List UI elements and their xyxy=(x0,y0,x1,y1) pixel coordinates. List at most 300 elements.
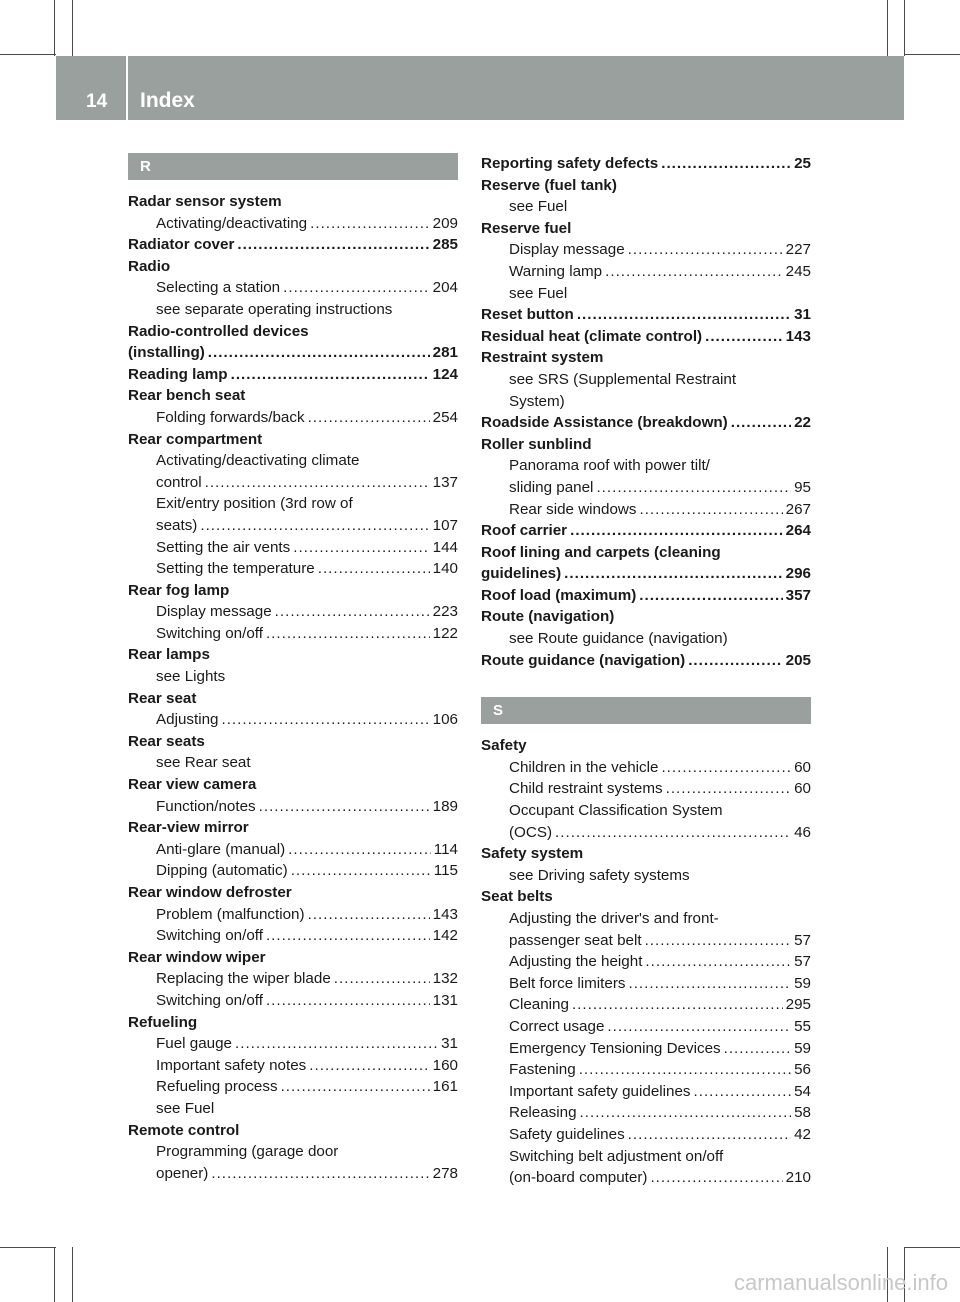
index-entry xyxy=(128,731,458,753)
index-subentry xyxy=(128,860,458,882)
page-reference: 55 xyxy=(794,1017,811,1035)
index-entry xyxy=(128,580,458,602)
index-subentry xyxy=(128,558,458,580)
leader-dots xyxy=(309,1055,429,1077)
leader-dots xyxy=(661,153,791,175)
leader-dots xyxy=(200,515,429,537)
entry-text: sliding panel xyxy=(509,478,594,496)
entry-text: Rear-view mirror xyxy=(128,819,249,837)
index-entry xyxy=(128,321,458,343)
index-subentry xyxy=(481,1124,811,1146)
entry-text: Adjusting the height xyxy=(509,953,643,971)
leader-dots xyxy=(205,472,430,494)
page-reference: 140 xyxy=(432,560,458,578)
entry-text: Radiator cover xyxy=(128,236,235,254)
page-reference: 54 xyxy=(794,1082,811,1100)
page-reference: 131 xyxy=(432,991,458,1009)
index-entry xyxy=(481,434,811,456)
entry-text: Seat belts xyxy=(481,888,553,906)
entry-text: Rear seats xyxy=(128,732,205,750)
index-entry xyxy=(481,563,811,585)
leader-dots xyxy=(308,407,430,429)
entry-text: Restraint system xyxy=(481,349,604,367)
index-subentry xyxy=(481,455,811,477)
index-entry xyxy=(128,1120,458,1142)
page-reference: 267 xyxy=(785,500,811,518)
entry-text: Reserve fuel xyxy=(481,219,572,237)
entry-text: see separate operating instructions xyxy=(156,300,393,318)
page-reference: 59 xyxy=(794,974,811,992)
leader-dots xyxy=(580,1102,792,1124)
index-entry xyxy=(128,688,458,710)
leader-dots xyxy=(208,342,430,364)
entry-text: Selecting a station xyxy=(156,279,281,297)
entry-text: Reserve (fuel tank) xyxy=(481,176,617,194)
crop-mark xyxy=(887,0,888,56)
entry-text: Important safety guidelines xyxy=(509,1082,691,1100)
leader-dots xyxy=(650,1167,782,1189)
entry-text: Rear compartment xyxy=(128,430,263,448)
index-entry xyxy=(481,606,811,628)
index-entry xyxy=(481,218,811,240)
page-title: Index xyxy=(140,89,195,112)
entry-text: Rear lamps xyxy=(128,646,210,664)
section-heading: R xyxy=(128,153,458,180)
entry-text: see SRS (Supplemental Restraint xyxy=(509,370,737,388)
entry-text: Radio-controlled devices xyxy=(128,322,309,340)
crop-mark xyxy=(54,1247,55,1302)
page-reference: 132 xyxy=(432,970,458,988)
index-entry xyxy=(128,1012,458,1034)
index-entry xyxy=(481,585,811,607)
index-subentry xyxy=(481,994,811,1016)
leader-dots xyxy=(266,990,430,1012)
entry-text: Rear side windows xyxy=(509,500,637,518)
index-subentry xyxy=(481,196,811,218)
index-entry xyxy=(481,412,811,434)
leader-dots xyxy=(310,213,430,235)
page-reference: 245 xyxy=(785,262,811,280)
index-subentry xyxy=(481,757,811,779)
page-reference: 254 xyxy=(432,408,458,426)
entry-text: Anti-glare (manual) xyxy=(156,840,286,858)
page-reference: 357 xyxy=(785,586,811,604)
entry-text: Refueling process xyxy=(156,1078,278,1096)
page-reference: 25 xyxy=(794,155,811,172)
entry-text: Radio xyxy=(128,257,171,275)
page-reference: 204 xyxy=(432,279,458,297)
page-reference: 57 xyxy=(794,931,811,949)
crop-mark xyxy=(904,54,960,55)
crop-mark xyxy=(0,1247,56,1248)
index-subentry xyxy=(128,796,458,818)
entry-text: see Fuel xyxy=(509,284,568,302)
leader-dots xyxy=(570,520,783,542)
page-reference: 60 xyxy=(794,780,811,798)
index-subentry xyxy=(128,1098,458,1120)
index-subentry xyxy=(128,1076,458,1098)
leader-dots xyxy=(231,364,430,386)
index-entry xyxy=(128,429,458,451)
entry-text: opener) xyxy=(156,1164,209,1182)
index-subentry xyxy=(128,839,458,861)
crop-mark xyxy=(904,0,905,56)
index-subentry xyxy=(481,477,811,499)
index-subentry xyxy=(481,283,811,305)
entry-text: Important safety notes xyxy=(156,1056,307,1074)
entry-text: Cleaning xyxy=(509,996,569,1014)
leader-dots xyxy=(579,1059,791,1081)
entry-text: Occupant Classification System xyxy=(509,802,723,820)
leader-dots xyxy=(259,796,430,818)
index-subentry xyxy=(128,1033,458,1055)
page-reference: 124 xyxy=(432,365,458,383)
index-subentry xyxy=(481,499,811,521)
entry-text: (on-board computer) xyxy=(509,1169,648,1187)
entry-text: Rear seat xyxy=(128,689,197,707)
page-reference: 143 xyxy=(785,327,811,345)
index-entry xyxy=(481,326,811,348)
index-subentry xyxy=(128,407,458,429)
index-entry xyxy=(481,843,811,865)
entry-text: see Fuel xyxy=(509,198,568,216)
entry-text: Rear window wiper xyxy=(128,948,266,966)
entry-text: Dipping (automatic) xyxy=(156,862,288,880)
leader-dots xyxy=(221,709,429,731)
entry-text: Emergency Tensioning Devices xyxy=(509,1039,721,1057)
entry-text: Display message xyxy=(509,241,625,259)
entry-text: Adjusting xyxy=(156,711,219,729)
leader-dots xyxy=(605,261,783,283)
leader-dots xyxy=(596,477,791,499)
index-subentry xyxy=(128,666,458,688)
entry-text: Child restraint systems xyxy=(509,780,663,798)
index-subentry xyxy=(481,1146,811,1168)
index-subentry xyxy=(128,537,458,559)
index-subentry xyxy=(481,239,811,261)
index-subentry xyxy=(481,973,811,995)
entry-text: Rear fog lamp xyxy=(128,581,230,599)
index-subentry xyxy=(481,930,811,952)
entry-text: see Lights xyxy=(156,668,226,686)
leader-dots xyxy=(291,860,431,882)
page-reference: 285 xyxy=(432,236,458,254)
index-subentry xyxy=(128,277,458,299)
entry-text: Safety xyxy=(481,737,527,755)
page-reference: 210 xyxy=(785,1169,811,1187)
entry-text: Roof carrier xyxy=(481,522,568,540)
entry-text: Display message xyxy=(156,603,272,621)
entry-text: seats) xyxy=(156,516,198,534)
header-separator xyxy=(126,56,128,120)
page-reference: 227 xyxy=(785,241,811,259)
leader-dots xyxy=(288,839,431,861)
entry-text: Warning lamp xyxy=(509,262,603,280)
leader-dots xyxy=(283,277,430,299)
entry-text: Reset button xyxy=(481,306,574,324)
index-entry xyxy=(128,342,458,364)
leader-dots xyxy=(211,1163,429,1185)
page-reference: 264 xyxy=(785,522,811,540)
entry-text: Rear view camera xyxy=(128,776,257,794)
entry-text: Activating/deactivating xyxy=(156,214,308,232)
entry-text: see Route guidance (navigation) xyxy=(509,630,728,648)
entry-text: (OCS) xyxy=(509,823,553,841)
index-subentry xyxy=(128,709,458,731)
page-reference: 115 xyxy=(433,862,458,880)
page-reference: 31 xyxy=(441,1035,458,1053)
page-reference: 143 xyxy=(432,905,458,923)
index-entry xyxy=(128,234,458,256)
leader-dots xyxy=(639,499,782,521)
page-reference: 122 xyxy=(432,624,458,642)
entry-text: Roof load (maximum) xyxy=(481,586,637,604)
page-reference: 296 xyxy=(785,565,811,583)
entry-text: Children in the vehicle xyxy=(509,758,659,776)
entry-text: Route (navigation) xyxy=(481,608,615,626)
index-subentry xyxy=(128,752,458,774)
entry-text: Releasing xyxy=(509,1104,577,1122)
entry-text: Rear bench seat xyxy=(128,387,246,405)
entry-text: Fastening xyxy=(509,1061,576,1079)
entry-text: Programming (garage door xyxy=(156,1143,339,1161)
index-subentry xyxy=(481,1059,811,1081)
leader-dots xyxy=(639,585,782,607)
index-subentry xyxy=(481,1167,811,1189)
entry-text: Rear window defroster xyxy=(128,884,292,901)
index-entry xyxy=(128,882,458,904)
index-entry xyxy=(128,385,458,407)
page-reference: 160 xyxy=(432,1056,458,1074)
entry-text: Refueling xyxy=(128,1013,198,1031)
leader-dots xyxy=(266,925,430,947)
entry-text: Residual heat (climate control) xyxy=(481,327,703,345)
page-reference: 22 xyxy=(794,414,811,432)
index-subentry xyxy=(128,968,458,990)
entry-text: Panorama roof with power tilt/ xyxy=(509,457,710,475)
index-subentry xyxy=(128,925,458,947)
page-reference: 281 xyxy=(432,344,458,362)
entry-text: Reading lamp xyxy=(128,365,228,383)
page-reference: 223 xyxy=(432,603,458,621)
index-subentry xyxy=(128,493,458,515)
entry-text: Switching belt adjustment on/off xyxy=(509,1147,724,1165)
page-number: 14 xyxy=(86,91,108,112)
index-entry xyxy=(481,650,811,672)
watermark: carmanualsonline.info xyxy=(733,1270,948,1295)
page-reference: 42 xyxy=(794,1125,811,1143)
entry-text: Remote control xyxy=(128,1121,240,1139)
index-subentry xyxy=(128,472,458,494)
leader-dots xyxy=(628,973,791,995)
leader-dots xyxy=(705,326,783,348)
entry-text: Roof lining and carpets (cleaning xyxy=(481,543,721,561)
leader-dots xyxy=(724,1038,791,1060)
page-reference: 95 xyxy=(794,478,811,496)
index-entry xyxy=(128,256,458,278)
crop-mark xyxy=(0,54,56,55)
page-reference: 31 xyxy=(794,306,811,324)
leader-dots xyxy=(661,757,791,779)
index-subentry xyxy=(481,778,811,800)
page-reference: 189 xyxy=(432,797,458,815)
page-reference: 107 xyxy=(432,516,458,534)
page-reference: 209 xyxy=(432,214,458,232)
index-subentry xyxy=(481,1102,811,1124)
index-subentry xyxy=(128,904,458,926)
index-subentry xyxy=(481,951,811,973)
entry-text: guidelines) xyxy=(481,565,562,583)
index-entry xyxy=(128,947,458,969)
leader-dots xyxy=(266,623,430,645)
index-subentry xyxy=(128,213,458,235)
leader-dots xyxy=(281,1076,430,1098)
index-column-left xyxy=(128,153,458,1184)
entry-text: passenger seat belt xyxy=(509,931,642,949)
entry-text: see Fuel xyxy=(156,1099,215,1117)
crop-mark xyxy=(72,0,73,56)
index-entry xyxy=(481,735,811,757)
page-reference: 114 xyxy=(433,840,458,858)
index-subentry xyxy=(481,1016,811,1038)
entry-text: control xyxy=(156,473,202,491)
entry-text: (installing) xyxy=(128,344,205,362)
entry-text: Setting the temperature xyxy=(156,560,315,578)
leader-dots xyxy=(666,778,791,800)
page-reference: 57 xyxy=(794,953,811,971)
entry-text: Safety guidelines xyxy=(509,1125,625,1143)
index-subentry xyxy=(481,865,811,887)
index-entry xyxy=(128,644,458,666)
index-column-right xyxy=(481,153,811,1189)
leader-dots xyxy=(235,1033,438,1055)
index-subentry xyxy=(481,628,811,650)
page-reference: 60 xyxy=(794,758,811,776)
leader-dots xyxy=(555,822,791,844)
entry-text: Correct usage xyxy=(509,1017,605,1035)
index-subentry xyxy=(481,369,811,391)
entry-text: Setting the air vents xyxy=(156,538,291,556)
index-entry xyxy=(481,886,811,908)
entry-text: Switching on/off xyxy=(156,624,263,642)
leader-dots xyxy=(572,994,783,1016)
leader-dots xyxy=(577,304,791,326)
index-subentry xyxy=(128,299,458,321)
entry-text: Folding forwards/back xyxy=(156,408,305,426)
page-reference: 137 xyxy=(432,473,458,491)
index-subentry xyxy=(128,623,458,645)
leader-dots xyxy=(564,563,782,585)
index-entry xyxy=(481,304,811,326)
index-subentry xyxy=(128,601,458,623)
entry-text: Switching on/off xyxy=(156,991,263,1009)
index-entry xyxy=(481,153,811,175)
leader-dots xyxy=(293,537,429,559)
entry-text: Exit/entry position (3rd row of xyxy=(156,495,353,513)
leader-dots xyxy=(607,1016,791,1038)
entry-text: Route guidance (navigation) xyxy=(481,651,686,669)
index-subentry xyxy=(481,1081,811,1103)
entry-text: Reporting safety defects xyxy=(481,155,659,172)
index-entry xyxy=(128,364,458,386)
index-entry xyxy=(128,774,458,796)
index-entry xyxy=(128,817,458,839)
index-subentry xyxy=(128,515,458,537)
section-heading: S xyxy=(481,697,811,724)
page-reference: 106 xyxy=(432,711,458,729)
index-subentry xyxy=(481,391,811,413)
leader-dots xyxy=(645,930,792,952)
leader-dots xyxy=(628,1124,791,1146)
entry-text: Roller sunblind xyxy=(481,435,592,453)
index-subentry xyxy=(481,261,811,283)
index-subentry xyxy=(128,990,458,1012)
leader-dots xyxy=(237,234,429,256)
entry-text: see Driving safety systems xyxy=(509,866,690,884)
entry-text: Activating/deactivating climate xyxy=(156,452,360,470)
index-subentry xyxy=(128,450,458,472)
leader-dots xyxy=(688,650,782,672)
index-entry xyxy=(481,175,811,197)
entry-text: Fuel gauge xyxy=(156,1035,232,1053)
entry-text: Roadside Assistance (breakdown) xyxy=(481,414,728,432)
leader-dots xyxy=(308,904,430,926)
page-reference: 46 xyxy=(794,823,811,841)
page-reference: 295 xyxy=(785,996,811,1014)
page-reference: 205 xyxy=(785,651,811,669)
entry-text: Switching on/off xyxy=(156,927,263,945)
crop-mark xyxy=(904,1247,960,1248)
page-reference: 161 xyxy=(432,1078,458,1096)
crop-mark xyxy=(72,1247,73,1302)
entry-text: Belt force limiters xyxy=(509,974,626,992)
leader-dots xyxy=(334,968,430,990)
entry-text: see Rear seat xyxy=(156,754,251,772)
entry-text: Replacing the wiper blade xyxy=(156,970,331,988)
page-reference: 58 xyxy=(794,1104,811,1122)
crop-mark xyxy=(54,0,55,56)
leader-dots xyxy=(318,558,430,580)
page-reference: 278 xyxy=(432,1164,458,1182)
index-subentry xyxy=(128,1141,458,1163)
leader-dots xyxy=(275,601,430,623)
leader-dots xyxy=(731,412,791,434)
page-reference: 144 xyxy=(432,538,458,556)
index-subentry xyxy=(128,1163,458,1185)
index-subentry xyxy=(481,800,811,822)
page-reference: 56 xyxy=(794,1061,811,1079)
entry-text: Safety system xyxy=(481,845,584,863)
entry-text: Function/notes xyxy=(156,797,256,815)
entry-text: Adjusting the driver's and front- xyxy=(509,910,719,927)
entry-text: Radar sensor system xyxy=(128,193,282,210)
leader-dots xyxy=(628,239,783,261)
index-entry xyxy=(128,191,458,213)
leader-dots xyxy=(645,951,791,973)
entry-text: Problem (malfunction) xyxy=(156,905,305,923)
page-reference: 142 xyxy=(432,927,458,945)
index-entry xyxy=(481,347,811,369)
index-subentry xyxy=(481,822,811,844)
index-entry xyxy=(481,542,811,564)
index-subentry xyxy=(481,908,811,930)
index-subentry xyxy=(128,1055,458,1077)
index-entry xyxy=(481,520,811,542)
page-reference: 59 xyxy=(794,1039,811,1057)
leader-dots xyxy=(694,1081,792,1103)
index-subentry xyxy=(481,1038,811,1060)
entry-text: System) xyxy=(509,392,565,410)
